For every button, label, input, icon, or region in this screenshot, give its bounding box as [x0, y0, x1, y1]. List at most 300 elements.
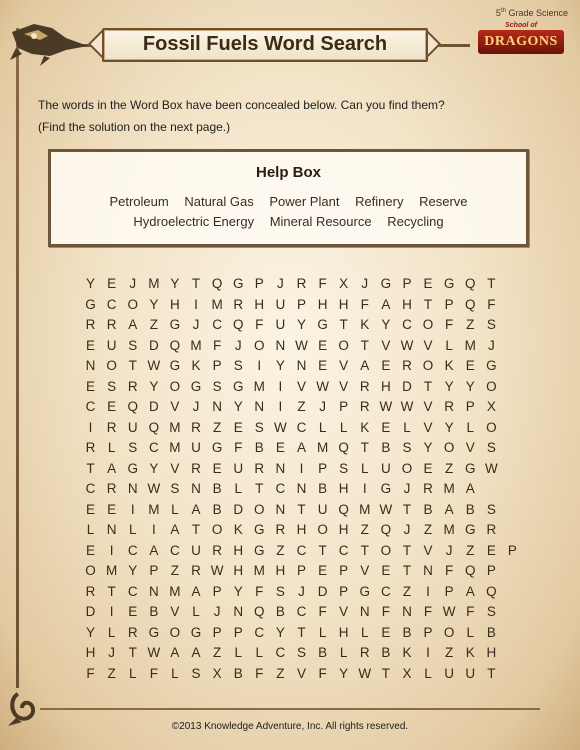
grid-letter: C [402, 317, 412, 332]
help-row-1 [51, 194, 526, 209]
grid-letter: E [486, 542, 496, 558]
grid-letter: M [253, 378, 265, 394]
grid-letter: L [424, 665, 432, 681]
grid-letter: F [445, 317, 454, 332]
grid-letter: N [275, 501, 286, 517]
grid-letter: S [128, 337, 138, 353]
grid-letter: J [277, 276, 284, 291]
grid-letter: G [85, 296, 96, 312]
grid-letter: G [464, 522, 476, 537]
grid-letter: Y [233, 399, 243, 414]
grid-letter: J [108, 645, 116, 660]
grid-letter: C [212, 317, 222, 332]
grid-letter: Q [127, 399, 138, 414]
grid-letter: R [486, 522, 497, 537]
grid-letter: W [400, 337, 414, 353]
grid-letter: O [380, 542, 392, 558]
page-title: Fossil Fuels Word Search [142, 33, 388, 55]
grid-letter: O [401, 460, 413, 476]
grid-letter: W [442, 604, 456, 619]
grid-letter: V [170, 604, 180, 619]
grid-letter: W [358, 665, 372, 681]
grid-letter: H [233, 542, 244, 558]
grid-row [80, 399, 523, 420]
grid-letter: Z [402, 583, 412, 599]
grid-letter: H [338, 522, 349, 537]
grid-letter: Z [212, 645, 222, 660]
grid-letter: R [212, 542, 222, 558]
grid-letter: G [190, 624, 202, 640]
grid-letter: O [211, 522, 223, 537]
grid-letter: R [85, 583, 96, 599]
grid-letter: B [381, 645, 391, 660]
grid-letter: A [191, 645, 201, 660]
grid-letter: R [359, 645, 370, 660]
grid-letter: B [318, 645, 328, 660]
grid-letter: Z [276, 665, 285, 681]
grid-letter: R [85, 317, 96, 332]
grid-letter: G [211, 440, 223, 455]
grid-letter: G [169, 317, 181, 332]
grid-letter: L [318, 419, 327, 435]
grid-letter: E [86, 542, 96, 558]
grid-letter: N [254, 399, 265, 414]
grid-letter: H [85, 645, 96, 660]
grid-letter: A [170, 645, 180, 660]
grid-letter: R [296, 276, 307, 291]
help-box-title: Help Box [255, 164, 321, 181]
grid-row [80, 502, 523, 523]
grid-letter: I [130, 501, 135, 517]
grid-letter: L [255, 645, 264, 660]
grid-letter: A [191, 501, 201, 517]
grid-letter: G [232, 378, 244, 394]
grid-row [80, 625, 523, 646]
grid-letter: S [191, 665, 201, 681]
grid-letter: K [360, 317, 370, 332]
copyright-footer: ©2013 Knowledge Adventure, Inc. All rights reserved. [171, 721, 409, 732]
grid-letter: I [278, 378, 283, 394]
grid-letter: O [127, 296, 138, 312]
grid-letter: P [339, 563, 349, 578]
grid-letter: S [107, 378, 117, 394]
grid-letter: E [318, 358, 328, 373]
grid-row [80, 543, 523, 564]
grid-letter: M [148, 501, 160, 517]
grid-letter: H [486, 645, 497, 660]
grid-letter: Q [486, 583, 497, 599]
grid-letter: L [171, 501, 179, 517]
grid-letter: M [169, 583, 181, 599]
grid-letter: S [486, 501, 496, 517]
grid-letter: R [106, 317, 117, 332]
grid-letter: U [275, 296, 286, 312]
grid-letter: N [296, 358, 307, 373]
grid-row [80, 481, 523, 502]
grid-letter: R [127, 624, 138, 640]
grid-letter: U [444, 665, 455, 681]
grid-letter: U [465, 665, 476, 681]
grid-letter: G [317, 317, 328, 332]
grid-letter: C [380, 583, 391, 599]
grid-letter: R [127, 378, 138, 394]
grid-letter: W [147, 645, 161, 660]
grid-letter: T [423, 378, 433, 394]
grid-letter: Y [444, 419, 454, 435]
grid-letter: B [465, 501, 475, 517]
grid-letter: H [380, 378, 391, 394]
grid-letter: Z [445, 460, 454, 476]
grid-letter: M [443, 522, 455, 537]
grid-letter: V [170, 460, 180, 476]
grid-letter: F [381, 604, 390, 619]
grid-letter: V [465, 440, 475, 455]
grid-letter: Y [86, 624, 96, 640]
grid-letter: Y [339, 665, 349, 681]
grid-letter: J [319, 399, 326, 414]
grid-letter: R [423, 481, 433, 496]
grid-row [80, 420, 523, 441]
grid-letter: H [254, 296, 265, 312]
grid-letter: N [127, 481, 138, 496]
grid-letter: A [360, 358, 370, 373]
grid-row [80, 461, 523, 482]
grid-letter: Y [233, 583, 243, 599]
grid-letter: E [381, 358, 391, 373]
grid-letter: B [275, 604, 285, 619]
grid-letter: O [422, 358, 434, 373]
grid-letter: L [466, 624, 474, 640]
grid-letter: Z [423, 522, 433, 537]
grid-letter: Y [149, 378, 159, 394]
grid-letter: A [381, 296, 391, 312]
grid-letter: T [255, 481, 264, 496]
grid-letter: Z [466, 317, 475, 332]
grid-letter: Q [464, 296, 476, 312]
grid-letter: A [107, 460, 117, 476]
grid-letter: E [128, 604, 138, 619]
grid-letter: H [317, 296, 328, 312]
grid-letter: F [487, 296, 496, 312]
grid-letter: G [464, 460, 476, 476]
grid-letter: P [465, 399, 475, 414]
grid-letter: O [169, 378, 181, 394]
grid-letter: G [169, 358, 181, 373]
grid-letter: L [361, 460, 369, 476]
grid-letter: E [86, 378, 96, 394]
grid-letter: C [85, 399, 96, 414]
grid-letter: C [296, 419, 307, 435]
grid-letter: L [86, 522, 95, 537]
grid-letter: H [338, 296, 349, 312]
grid-letter: D [148, 399, 159, 414]
grid-letter: A [149, 542, 159, 558]
grid-letter: S [275, 583, 285, 599]
grid-letter: H [170, 296, 180, 312]
grid-letter: P [254, 276, 264, 291]
grid-letter: T [191, 522, 201, 537]
grid-letter: B [423, 501, 433, 517]
grid-letter: T [107, 583, 116, 599]
grid-letter: T [191, 276, 201, 291]
grid-row [80, 666, 523, 687]
grid-letter: N [148, 583, 159, 599]
grid-letter: O [254, 337, 265, 353]
grid-letter: Y [275, 624, 285, 640]
grid-letter: O [254, 501, 265, 517]
grid-row [80, 584, 523, 605]
grid-letter: C [148, 440, 159, 455]
grid-letter: E [318, 337, 328, 353]
grid-letter: E [381, 563, 391, 578]
grid-letter: V [339, 378, 349, 394]
grid-letter: I [109, 542, 114, 558]
grid-letter: H [275, 563, 286, 578]
grid-row [80, 338, 523, 359]
grid-letter: Z [107, 665, 116, 681]
grid-letter: B [381, 440, 391, 455]
grid-letter: E [212, 460, 222, 476]
grid-letter: C [254, 624, 265, 640]
grid-letter: S [486, 440, 496, 455]
grid-letter: J [192, 399, 200, 414]
grid-letter: Y [444, 378, 454, 394]
grid-letter: S [296, 645, 306, 660]
grid-letter: E [233, 419, 243, 435]
grid-letter: R [254, 460, 265, 476]
grid-letter: L [234, 481, 242, 496]
grid-letter: Z [297, 399, 306, 414]
grid-letter: M [190, 337, 202, 353]
instructions-line-1: The words in the Word Box have been concealed below. Can you find them? [38, 98, 445, 112]
grid-letter: E [107, 399, 117, 414]
grid-letter: F [423, 604, 433, 619]
grid-letter: I [88, 419, 93, 435]
help-word: Recycling [387, 214, 444, 229]
grid-letter: M [148, 276, 160, 291]
grid-letter: Z [212, 419, 222, 435]
grid-row [80, 297, 523, 318]
grid-letter: Q [338, 440, 349, 455]
grid-letter: A [465, 481, 475, 496]
grid-letter: D [402, 378, 412, 394]
grid-letter: M [211, 296, 223, 312]
help-word: Hydroelectric Energy [133, 214, 255, 229]
grid-letter: I [362, 481, 367, 496]
grid-letter: T [381, 665, 390, 681]
grid-letter: W [400, 399, 414, 414]
grid-letter: S [486, 604, 496, 619]
grid-letter: Y [381, 317, 391, 332]
grid-letter: L [445, 337, 453, 353]
grid-letter: R [191, 563, 201, 578]
grid-letter: H [233, 563, 244, 578]
grid-letter: P [339, 399, 349, 414]
grid-letter: J [361, 276, 369, 291]
grid-letter: N [423, 563, 433, 578]
grid-letter: I [151, 522, 156, 537]
grid-letter: C [275, 645, 286, 660]
grid-letter: S [212, 378, 222, 394]
grid-letter: U [127, 419, 138, 435]
grid-letter: T [402, 501, 412, 517]
help-row-2 [51, 214, 526, 229]
grid-letter: Y [128, 563, 138, 578]
grid-letter: A [296, 440, 306, 455]
grid-letter: J [192, 317, 200, 332]
grid-letter: E [318, 563, 328, 578]
grid-letter: L [318, 624, 327, 640]
grid-row [80, 379, 523, 400]
grid-row [80, 563, 523, 584]
grid-letter: F [466, 604, 475, 619]
grid-letter: A [465, 583, 475, 599]
grid-letter: N [275, 460, 286, 476]
grid-letter: R [106, 419, 117, 435]
grid-letter: C [127, 542, 138, 558]
grid-letter: Z [276, 542, 285, 558]
grid-letter: P [339, 583, 349, 599]
grid-letter: M [169, 419, 181, 435]
grid-letter: E [381, 419, 391, 435]
grid-letter: L [361, 624, 369, 640]
grid-letter: P [444, 296, 454, 312]
grid-row [80, 276, 523, 297]
grid-letter: I [426, 583, 430, 599]
grid-letter: M [359, 501, 371, 517]
grid-letter: O [338, 337, 349, 353]
grid-letter: T [423, 296, 433, 312]
grid-letter: N [106, 522, 117, 537]
grid-letter: K [360, 419, 370, 435]
help-word: Natural Gas [184, 194, 254, 209]
grid-letter: U [106, 337, 117, 353]
grid-letter: C [127, 583, 138, 599]
word-search-grid [80, 276, 523, 686]
grid-letter: J [129, 276, 137, 291]
grid-letter: R [85, 440, 96, 455]
grid-letter: E [86, 337, 96, 353]
grid-letter: R [191, 419, 201, 435]
grid-letter: T [360, 337, 369, 353]
grid-letter: F [86, 665, 95, 681]
grid-letter: M [106, 563, 118, 578]
grid-letter: S [339, 460, 349, 476]
grid-letter: V [360, 563, 370, 578]
grid-letter: Y [296, 317, 306, 332]
grid-letter: T [339, 317, 348, 332]
grid-letter: K [444, 358, 454, 373]
grid-letter: C [296, 604, 307, 619]
grid-letter: B [212, 501, 222, 517]
grid-letter: O [422, 317, 434, 332]
dragon-head-icon [4, 14, 90, 74]
grid-letter: T [318, 542, 327, 558]
grid-letter: Q [380, 522, 392, 537]
grid-letter: E [107, 276, 117, 291]
grid-letter: B [233, 665, 243, 681]
grid-letter: R [402, 358, 412, 373]
grid-letter: J [403, 522, 411, 537]
grid-letter: L [339, 645, 348, 660]
grid-letter: N [85, 358, 96, 373]
grid-letter: W [147, 481, 161, 496]
grid-letter: I [426, 645, 430, 660]
grid-letter: U [191, 440, 201, 455]
grid-letter: T [86, 460, 95, 476]
grid-letter: K [402, 645, 412, 660]
grid-row [80, 604, 523, 625]
grid-letter: E [423, 460, 433, 476]
grid-letter: P [296, 296, 306, 312]
grid-letter: E [107, 501, 117, 517]
grid-letter: L [171, 665, 179, 681]
grid-letter: T [360, 542, 369, 558]
grid-letter: W [379, 399, 393, 414]
grid-letter: X [402, 665, 412, 681]
grid-letter: M [464, 337, 476, 353]
grid-letter: J [234, 337, 242, 353]
grid-row [80, 317, 523, 338]
grid-letter: I [257, 358, 262, 373]
grid-letter: C [338, 542, 349, 558]
grid-letter: E [86, 501, 96, 517]
grid-letter: S [128, 440, 138, 455]
grid-letter: K [191, 358, 201, 373]
grid-letter: R [359, 399, 370, 414]
grid-letter: Q [169, 337, 181, 353]
grid-letter: Q [464, 563, 476, 578]
grid-letter: O [106, 358, 117, 373]
grid-letter: T [487, 276, 496, 291]
grid-letter: U [191, 542, 201, 558]
grid-letter: W [295, 337, 308, 353]
grid-letter: R [444, 399, 455, 414]
grid-letter: P [402, 276, 412, 291]
left-border [16, 28, 19, 688]
grid-letter: L [107, 624, 116, 640]
grid-letter: H [296, 522, 307, 537]
grid-letter: M [443, 481, 455, 496]
grid-letter: L [192, 604, 200, 619]
grid-letter: P [212, 583, 222, 599]
grid-letter: U [317, 501, 328, 517]
title-banner [102, 28, 428, 62]
grid-letter: P [149, 563, 159, 578]
grid-letter: B [212, 481, 222, 496]
instructions-line-2: (Find the solution on the next page.) [38, 120, 231, 134]
grid-letter: G [254, 522, 265, 537]
grid-letter: E [423, 276, 433, 291]
grid-letter: N [212, 399, 222, 414]
grid-letter: O [317, 522, 328, 537]
grid-letter: R [191, 460, 201, 476]
grid-letter: Y [86, 276, 96, 291]
grid-row [80, 645, 523, 666]
grid-letter: S [486, 317, 496, 332]
grid-letter: L [128, 665, 137, 681]
grid-letter: G [486, 358, 497, 373]
grid-letter: F [318, 276, 327, 291]
grid-letter: G [148, 624, 160, 640]
grid-letter: H [338, 481, 349, 496]
grid-row [80, 358, 523, 379]
grid-letter: M [169, 440, 181, 455]
grid-letter: L [466, 419, 474, 435]
grid-letter: U [233, 460, 244, 476]
grid-letter: W [210, 563, 224, 578]
grid-letter: P [486, 563, 496, 578]
